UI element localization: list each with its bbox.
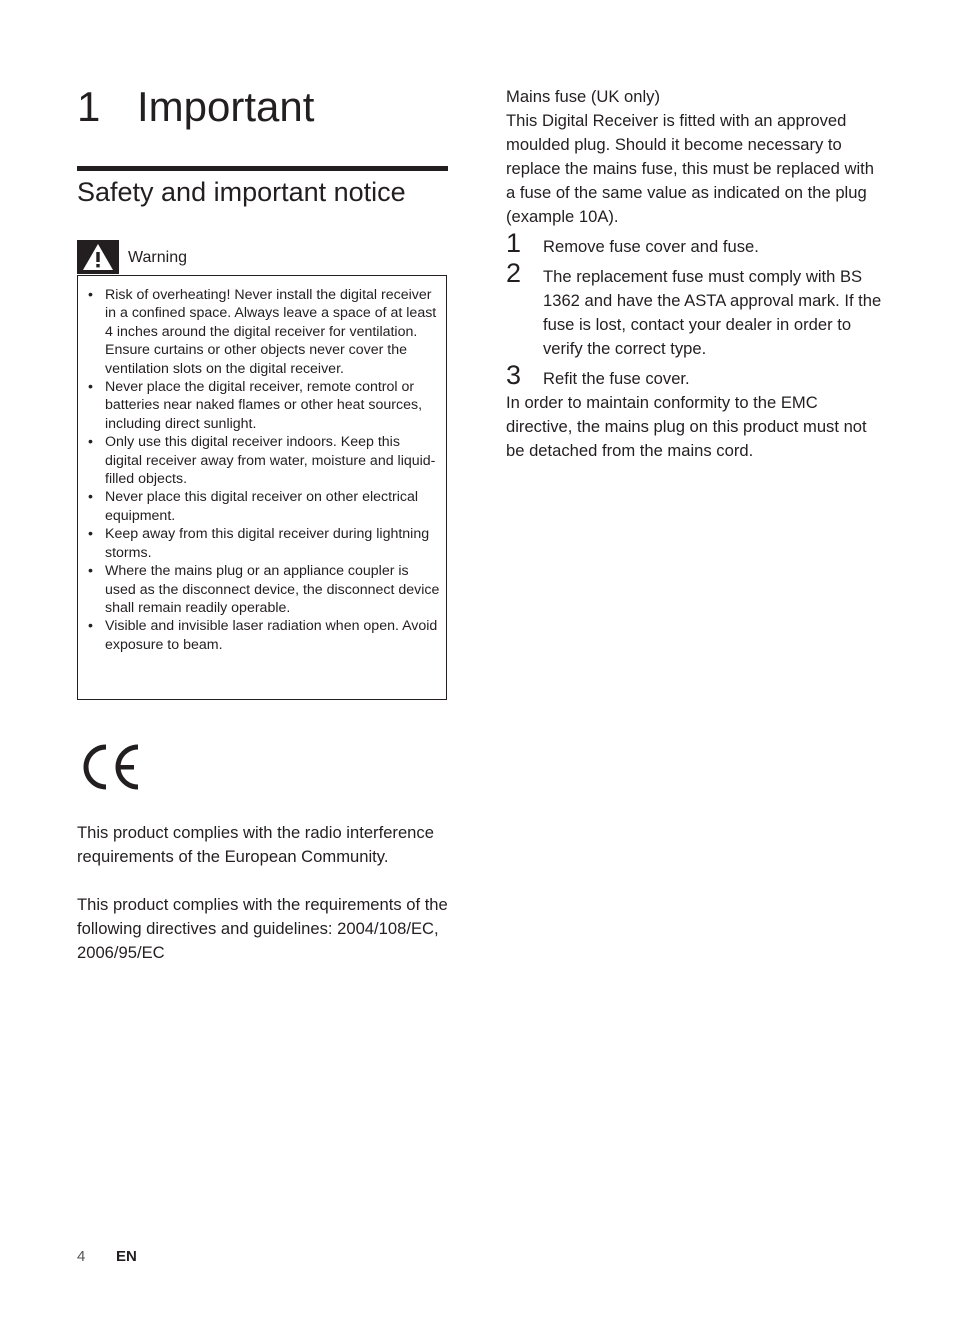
list-item-text: Where the mains plug or an appliance coupler is used as the disconnect device, the disconnect device shall remain readily operable.	[105, 563, 440, 616]
step-text: Refit the fuse cover.	[543, 369, 690, 388]
list-item-text: Never place this digital receiver on other electrical equipment.	[105, 489, 419, 524]
bullet: •	[88, 434, 93, 451]
section-divider	[77, 166, 448, 171]
fuse-intro-paragraph: This Digital Receiver is fitted with an approved moulded plug. Should it become necessary to replace the mains fuse, this must be replaced with a fuse of the same value as indicated on the plug (example 10A).	[506, 111, 875, 226]
bullet: •	[88, 526, 93, 543]
list-item-text: Visible and invisible laser radiation when open. Avoid exposure to beam.	[105, 618, 438, 653]
warning-box	[77, 275, 447, 700]
step-text: Remove fuse cover and fuse.	[543, 237, 759, 256]
list-item-text: Keep away from this digital receiver during lightning storms.	[105, 526, 430, 561]
directives-paragraph: This product complies with the requirements of the following directives and guidelines: 2004/108/EC, 2006/95/EC	[77, 895, 448, 962]
bullet: •	[88, 563, 93, 580]
list-item	[88, 525, 440, 562]
list-item	[88, 433, 440, 488]
fuse-heading: Mains fuse (UK only)	[506, 87, 661, 106]
warning-icon	[77, 240, 119, 274]
list-item-text: Only use this digital receiver indoors. Keep this digital receiver away from water, moisture and liquid-filled objects.	[105, 434, 436, 488]
bullet: •	[88, 489, 93, 506]
step-number: 3	[506, 360, 522, 390]
language-code: EN	[116, 1248, 137, 1265]
list-item	[88, 562, 440, 617]
ce-mark-icon	[80, 743, 142, 796]
chapter-title: Important	[137, 83, 315, 130]
warning-label: Warning	[128, 249, 187, 266]
page-number: 4	[77, 1248, 86, 1265]
chapter-number: 1	[77, 83, 101, 130]
list-item-text: Risk of overheating! Never install the digital receiver in a confined space. Always leave a space of at least 4 inches around the digital receiver for ventilation. Ensure curtains or other objects never cover the ventilation slots on the digital receiver.	[105, 287, 437, 377]
section-title: Safety and important notice	[77, 177, 406, 207]
bullet: •	[88, 287, 93, 303]
bullet: •	[88, 618, 93, 635]
step-text: The replacement fuse must comply with BS 1362 and have the ASTA approval mark. If the fuse is lost, contact your dealer in order to verify the correct type.	[543, 267, 882, 358]
list-item	[88, 488, 440, 525]
list-item	[88, 617, 440, 654]
list-item	[88, 378, 440, 433]
step-number: 2	[506, 258, 522, 288]
list-item-text: Never place the digital receiver, remote control or batteries near naked flames or other heat sources, including direct sunlight.	[105, 379, 423, 432]
bullet: •	[88, 379, 93, 396]
list-item	[88, 286, 440, 378]
compliance-paragraph: This product complies with the radio interference requirements of the European Community.	[77, 823, 434, 866]
emc-paragraph: In order to maintain conformity to the EMC directive, the mains plug on this product must not be detached from the mains cord.	[506, 393, 867, 460]
warning-list	[88, 286, 440, 654]
step-number: 1	[506, 228, 522, 258]
